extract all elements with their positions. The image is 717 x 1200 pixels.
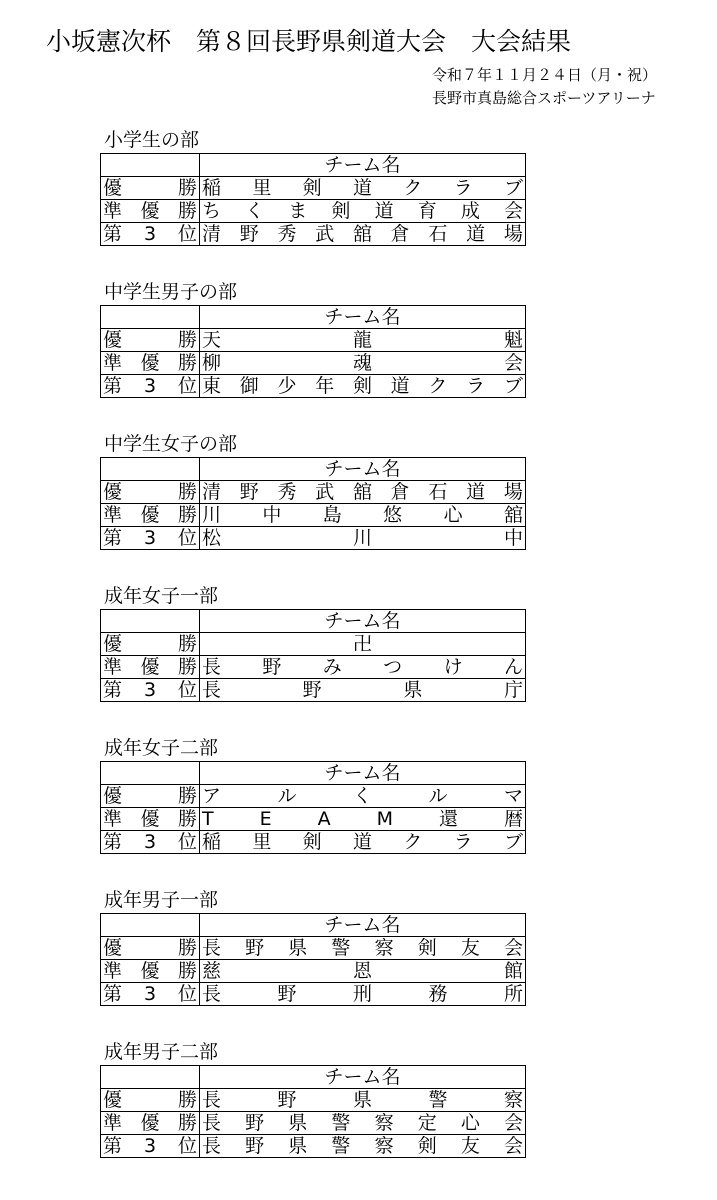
rank-cell xyxy=(101,352,200,375)
team-name: 川 中 島 悠 心 舘 xyxy=(202,504,523,526)
column-header: チーム名 xyxy=(200,762,526,785)
event-venue: 長野市真島総合スポーツアリーナ xyxy=(432,89,656,107)
rank-label: 準 優 勝 xyxy=(103,656,197,678)
rank-cell xyxy=(101,808,200,831)
team-cell xyxy=(200,1089,526,1112)
team-cell xyxy=(200,808,526,831)
header-blank-cell xyxy=(101,154,200,177)
team-cell xyxy=(200,329,526,352)
rank-label: 優 勝 xyxy=(103,329,197,351)
table-row xyxy=(101,1089,526,1112)
table-row xyxy=(101,831,526,854)
column-header: チーム名 xyxy=(200,458,526,481)
column-header: チーム名 xyxy=(200,1066,526,1089)
rank-label: 優 勝 xyxy=(103,481,197,503)
team-cell xyxy=(200,960,526,983)
table-header-row xyxy=(101,154,526,177)
header-blank-cell xyxy=(101,458,200,481)
team-name: 卍 xyxy=(352,633,372,655)
table-row xyxy=(101,633,526,656)
rank-cell xyxy=(101,633,200,656)
table-header-row xyxy=(101,762,526,785)
team-cell xyxy=(200,937,526,960)
table-row xyxy=(101,329,526,352)
rank-label: 第 3 位 xyxy=(103,1135,197,1157)
rank-cell xyxy=(101,1112,200,1135)
rank-label: 準 優 勝 xyxy=(103,200,197,222)
header-blank-cell xyxy=(101,914,200,937)
rank-label: 準 優 勝 xyxy=(103,504,197,526)
team-name: 清 野 秀 武 舘 倉 石 道 場 xyxy=(202,223,523,245)
team-cell xyxy=(200,223,526,246)
section-title: 小学生の部 xyxy=(104,129,200,151)
rank-cell xyxy=(101,785,200,808)
rank-label: 優 勝 xyxy=(103,1089,197,1111)
rank-cell xyxy=(101,504,200,527)
rank-label: 準 優 勝 xyxy=(103,352,197,374)
team-name: ア ル く ル マ xyxy=(202,785,523,807)
results-table xyxy=(100,153,526,246)
column-header: チーム名 xyxy=(200,914,526,937)
rank-label: 第 3 位 xyxy=(103,223,197,245)
team-cell xyxy=(200,177,526,200)
table-row xyxy=(101,223,526,246)
team-cell xyxy=(200,375,526,398)
rank-label: 準 優 勝 xyxy=(103,1112,197,1134)
table-row xyxy=(101,177,526,200)
team-cell xyxy=(200,633,526,656)
table-header-row xyxy=(101,306,526,329)
team-cell xyxy=(200,983,526,1006)
team-name: 長 野 県 庁 xyxy=(202,679,523,701)
team-cell xyxy=(200,831,526,854)
team-cell xyxy=(200,481,526,504)
column-header: チーム名 xyxy=(200,610,526,633)
team-name: 長 野 県 警 察 剣 友 会 xyxy=(202,1135,523,1157)
table-row xyxy=(101,527,526,550)
result-section xyxy=(100,432,526,550)
results-table xyxy=(100,913,526,1006)
column-header: チーム名 xyxy=(200,306,526,329)
table-row xyxy=(101,656,526,679)
team-name: 慈 恩 館 xyxy=(202,960,523,982)
results-table xyxy=(100,305,526,398)
table-row xyxy=(101,808,526,831)
table-row xyxy=(101,1112,526,1135)
result-section xyxy=(100,584,526,702)
rank-cell xyxy=(101,527,200,550)
rank-label: 準 優 勝 xyxy=(103,960,197,982)
result-section xyxy=(100,888,526,1006)
team-cell xyxy=(200,656,526,679)
rank-label: 第 3 位 xyxy=(103,375,197,397)
rank-cell xyxy=(101,831,200,854)
table-row xyxy=(101,785,526,808)
result-section xyxy=(100,1040,526,1158)
team-name: 長 野 県 警 察 剣 友 会 xyxy=(202,937,523,959)
rank-cell xyxy=(101,481,200,504)
team-name: 長 野 県 警 察 xyxy=(202,1089,523,1111)
team-name: 長 野 み つ け ん xyxy=(202,656,523,678)
header-blank-cell xyxy=(101,306,200,329)
section-title: 中学生女子の部 xyxy=(104,433,238,455)
results-table xyxy=(100,1065,526,1158)
section-title: 中学生男子の部 xyxy=(104,281,238,303)
rank-cell xyxy=(101,200,200,223)
table-row xyxy=(101,1135,526,1158)
table-header-row xyxy=(101,610,526,633)
event-date: 令和７年１１月２４日（月・祝） xyxy=(432,66,658,84)
rank-label: 優 勝 xyxy=(103,785,197,807)
rank-label: 第 3 位 xyxy=(103,983,197,1005)
table-header-row xyxy=(101,914,526,937)
rank-cell xyxy=(101,960,200,983)
results-table xyxy=(100,457,526,550)
result-section xyxy=(100,128,526,246)
team-cell xyxy=(200,352,526,375)
rank-cell xyxy=(101,223,200,246)
page-title: 小坂憲次杯 第８回長野県剣道大会 大会結果 xyxy=(46,27,572,56)
results-table xyxy=(100,761,526,854)
rank-cell xyxy=(101,983,200,1006)
table-row xyxy=(101,481,526,504)
section-title: 成年男子一部 xyxy=(104,889,219,911)
team-name: 松 川 中 xyxy=(202,527,523,549)
table-row xyxy=(101,504,526,527)
section-title: 成年男子二部 xyxy=(104,1041,219,1063)
team-cell xyxy=(200,1135,526,1158)
header-blank-cell xyxy=(101,762,200,785)
team-name: T E A M 還 暦 xyxy=(202,808,523,830)
result-section xyxy=(100,736,526,854)
section-title: 成年女子一部 xyxy=(104,585,219,607)
team-cell xyxy=(200,679,526,702)
rank-cell xyxy=(101,329,200,352)
rank-label: 優 勝 xyxy=(103,937,197,959)
rank-cell xyxy=(101,656,200,679)
team-name: 長 野 刑 務 所 xyxy=(202,983,523,1005)
table-header-row xyxy=(101,458,526,481)
table-row xyxy=(101,200,526,223)
rank-cell xyxy=(101,679,200,702)
rank-label: 優 勝 xyxy=(103,633,197,655)
results-table xyxy=(100,609,526,702)
column-header: チーム名 xyxy=(200,154,526,177)
rank-label: 準 優 勝 xyxy=(103,808,197,830)
table-header-row xyxy=(101,1066,526,1089)
team-name: 天 龍 魁 xyxy=(202,329,523,351)
rank-label: 優 勝 xyxy=(103,177,197,199)
team-cell xyxy=(200,785,526,808)
table-row xyxy=(101,983,526,1006)
rank-label: 第 3 位 xyxy=(103,527,197,549)
team-cell xyxy=(200,200,526,223)
team-cell xyxy=(200,1112,526,1135)
table-row xyxy=(101,375,526,398)
rank-cell xyxy=(101,375,200,398)
header-blank-cell xyxy=(101,610,200,633)
team-name: 稲 里 剣 道 ク ラ ブ xyxy=(202,831,523,853)
team-name: 長 野 県 警 察 定 心 会 xyxy=(202,1112,523,1134)
team-name: 柳 魂 会 xyxy=(202,352,523,374)
table-row xyxy=(101,679,526,702)
rank-label: 第 3 位 xyxy=(103,679,197,701)
table-row xyxy=(101,352,526,375)
rank-cell xyxy=(101,177,200,200)
team-name: 稲 里 剣 道 ク ラ ブ xyxy=(202,177,523,199)
table-row xyxy=(101,960,526,983)
result-section xyxy=(100,280,526,398)
rank-label: 第 3 位 xyxy=(103,831,197,853)
team-name: 清 野 秀 武 舘 倉 石 道 場 xyxy=(202,481,523,503)
team-name: 東 御 少 年 剣 道 ク ラ ブ xyxy=(202,375,523,397)
rank-cell xyxy=(101,937,200,960)
table-row xyxy=(101,937,526,960)
event-info xyxy=(432,64,657,110)
rank-cell xyxy=(101,1135,200,1158)
team-name: ち く ま 剣 道 育 成 会 xyxy=(202,200,523,222)
header-blank-cell xyxy=(101,1066,200,1089)
team-cell xyxy=(200,527,526,550)
rank-cell xyxy=(101,1089,200,1112)
team-cell xyxy=(200,504,526,527)
section-title: 成年女子二部 xyxy=(104,737,219,759)
